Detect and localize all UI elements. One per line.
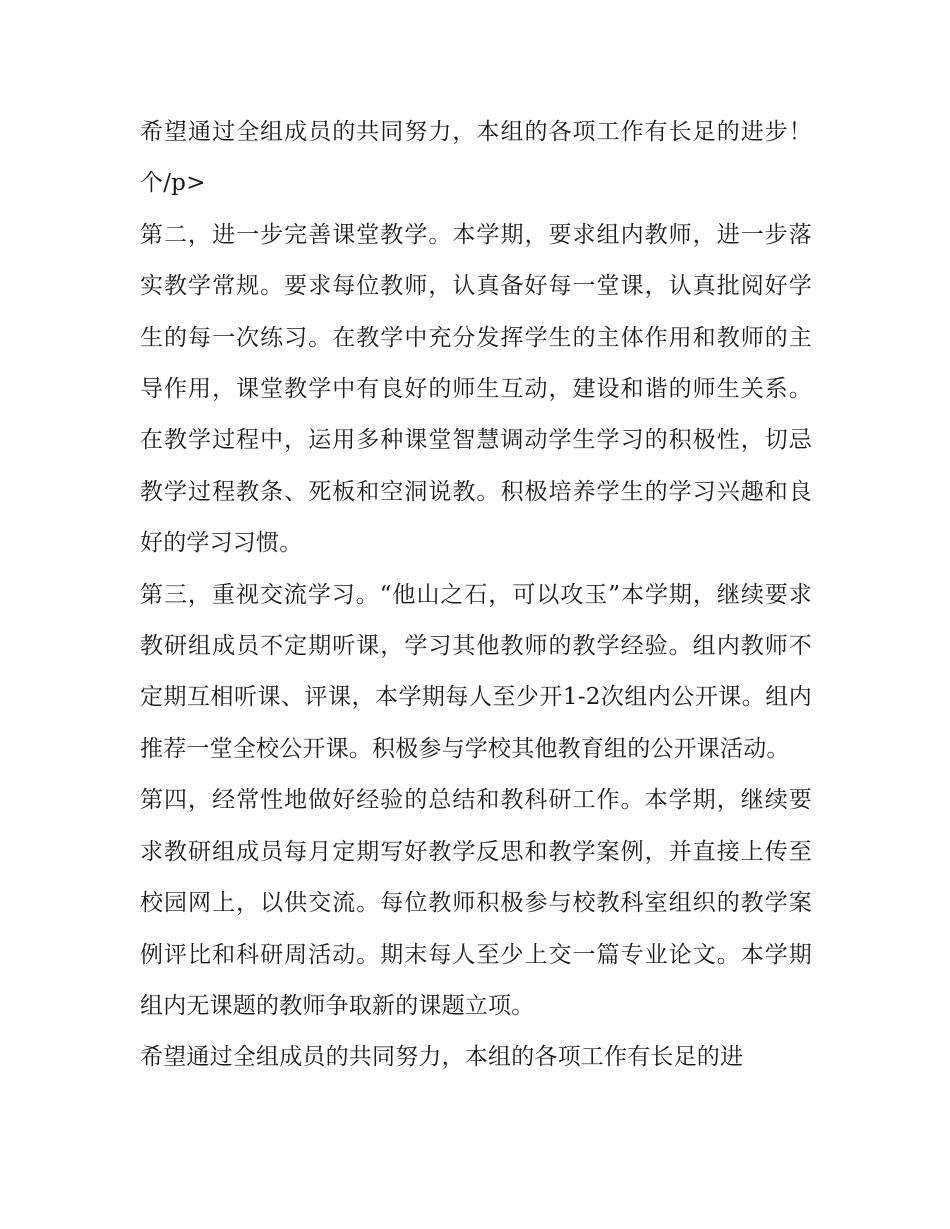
document-body [140, 107, 812, 1084]
paragraph-third-exchange-learning: 第三，重视交流学习。“他山之石，可以攻玉”本学期，继续要求教研组成员不定期听课，学习其他教师的教学经验。组内教师不定期互相听课、评课，本学期每人至少开1-2次组内公开课。组内推荐一堂全校公开课。积极参与学校其他教育组的公开课活动。 [140, 581, 812, 762]
paragraph-closing-wish: 希望通过全组成员的共同努力，本组的各项工作有长足的进步！ 个/p> [140, 119, 812, 197]
paragraph-fourth-experience-summary: 第四，经常性地做好经验的总结和教科研工作。本学期，继续要求教研组成员每月定期写好教学反思和教学案例，并直接上传至校园网上，以供交流。每位教师积极参与校教科室组织的教学案例评比和科研周活动。期末每人至少上交一篇专业论文。本学期组内无课题的教师争取新的课题立项。 [140, 787, 812, 1019]
paragraph-closing-wish-repeat: 希望通过全组成员的共同努力，本组的各项工作有长足的进 [140, 1044, 744, 1071]
paragraph-second-classroom-teaching: 第二，进一步完善课堂教学。本学期，要求组内教师，进一步落实教学常规。要求每位教师，认真备好每一堂课，认真批阅好学生的每一次练习。在教学中充分发挥学生的主体作用和教师的主导作用，课堂教学中有良好的师生互动，建设和谐的师生关系。在教学过程中，运用多种课堂智慧调动学生学习的积极性，切忌教学过程教条、死板和空洞说教。积极培养学生的学习兴趣和良好的学习习惯。 [140, 221, 812, 557]
